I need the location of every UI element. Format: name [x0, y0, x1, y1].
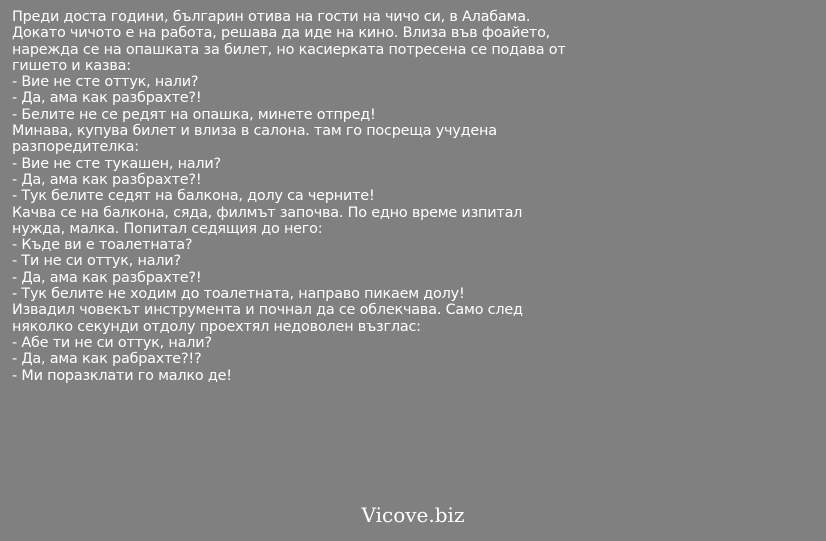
joke-line: няколко секунди отдолу проехтял недоволен възглас: — [12, 318, 421, 335]
joke-line: - Абе ти не си оттук, нали? — [12, 334, 212, 351]
joke-line: разпоредителка: — [12, 139, 139, 156]
joke-line: - Ми поразклати го малко де! — [12, 367, 232, 384]
joke-line: - Ти не си оттук, нали? — [12, 253, 181, 270]
joke-line: - Вие не сте оттук, нали? — [12, 74, 199, 91]
site-watermark: Vicove.biz — [361, 503, 465, 527]
joke-line: Качва се на балкона, сяда, филмът започва. По едно време изпитал — [12, 204, 523, 221]
joke-line: - Тук белите седят на балкона, долу са черните! — [12, 188, 375, 205]
joke-line: - Да, ама как разбрахте?! — [12, 269, 202, 286]
joke-line: - Да, ама как разбрахте?! — [12, 171, 202, 188]
joke-text — [12, 9, 812, 384]
joke-line: Докато чичото е на работа, решава да иде на кино. Влиза във фоайето, — [12, 25, 551, 42]
joke-line: - Къде ви е тоалетната? — [12, 237, 193, 254]
joke-line: Извадил човекът инструмента и почнал да се облекчава. Само след — [12, 302, 523, 319]
joke-line: - Да, ама как рабрахте?!? — [12, 351, 202, 368]
joke-line: - Да, ама как разбрахте?! — [12, 90, 202, 107]
joke-line: гишето и казва: — [12, 57, 131, 74]
joke-line: нужда, малка. Попитал седящия до него: — [12, 220, 323, 237]
joke-line: нарежда се на опашката за билет, но касиерката потресена се подава от — [12, 41, 566, 58]
joke-line: Минава, купува билет и влиза в салона. там го посреща учудена — [12, 123, 497, 140]
joke-line: - Белите не се редят на опашка, минете отпред! — [12, 106, 376, 123]
joke-line: Преди доста години, българин отива на гости на чичо си, в Алабама. — [12, 9, 531, 25]
joke-line: - Вие не сте тукашен, нали? — [12, 155, 221, 172]
joke-line: - Тук белите не ходим до тоалетната, направо пикаем долу! — [12, 286, 465, 303]
